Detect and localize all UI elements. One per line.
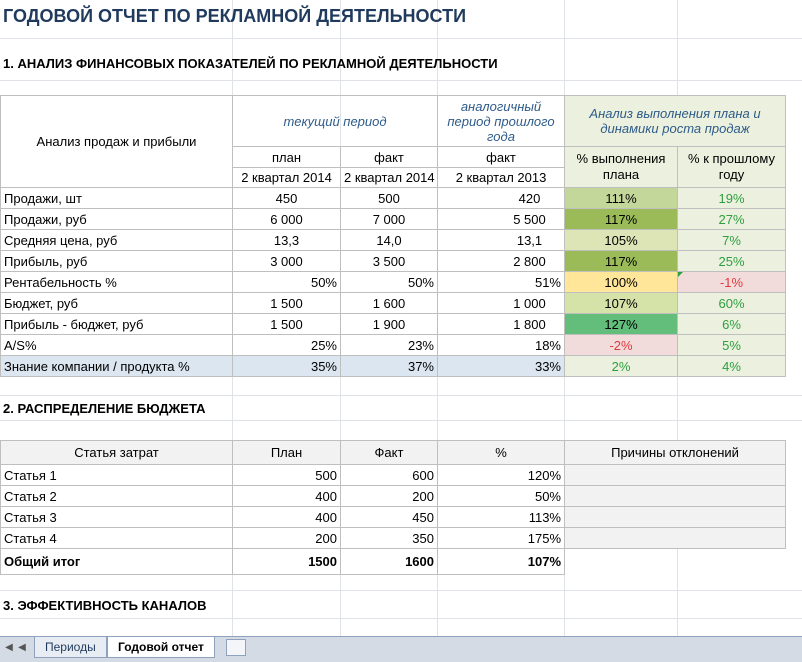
current-period-header: текущий период [233, 96, 438, 147]
grid-line [0, 420, 802, 421]
table-row[interactable] [1, 335, 786, 356]
plan-cell[interactable]: 500 [233, 465, 341, 486]
grid-line [0, 80, 802, 81]
row-label: Прибыль - бюджет, руб [1, 314, 233, 335]
plan-cell[interactable]: 50% [233, 272, 341, 293]
col-pct-prev-header: % к прошлому году [678, 147, 786, 188]
prev-fact-cell[interactable]: 1 800 [438, 314, 565, 335]
fact-cell[interactable]: 350 [341, 528, 438, 549]
table-row[interactable] [1, 293, 786, 314]
table-row[interactable] [1, 465, 786, 486]
col-fact-header: факт [341, 147, 438, 168]
previous-period-header: аналогичный период прошлого года [438, 96, 565, 147]
table-row[interactable] [1, 486, 786, 507]
reason-cell[interactable] [565, 486, 786, 507]
row-label: Статья 3 [1, 507, 233, 528]
table-row[interactable] [1, 230, 786, 251]
prev-fact-cell[interactable]: 33% [438, 356, 565, 377]
fact-cell[interactable]: 200 [341, 486, 438, 507]
pct-cell[interactable]: 50% [438, 486, 565, 507]
tab-periods[interactable]: Периоды [34, 637, 107, 658]
tab-annual-report[interactable]: Годовой отчет [107, 637, 215, 658]
table-row[interactable] [1, 272, 786, 293]
pct-plan-cell[interactable]: 105% [565, 230, 678, 251]
grid-line [0, 618, 802, 619]
plan-cell[interactable]: 200 [233, 528, 341, 549]
reason-cell[interactable] [565, 465, 786, 486]
quarter-plan-label: 2 квартал 2014 [233, 168, 341, 188]
total-pct-cell[interactable]: 107% [438, 549, 565, 575]
tab-prev-icon[interactable]: ◀ [18, 642, 26, 653]
row-label: Прибыль, руб [1, 251, 233, 272]
fact-cell[interactable]: 37% [341, 356, 438, 377]
plan-cell[interactable]: 6 000 [233, 209, 341, 230]
plan-cell[interactable]: 25% [233, 335, 341, 356]
row-label: Продажи, шт [1, 188, 233, 209]
pct-plan-cell[interactable]: 117% [565, 251, 678, 272]
row-label: Статья 1 [1, 465, 233, 486]
insert-sheet-icon[interactable] [226, 639, 246, 656]
table-row[interactable] [1, 356, 786, 377]
pct-prev-cell[interactable]: 7% [678, 230, 786, 251]
total-fact-cell[interactable]: 1600 [341, 549, 438, 575]
prev-fact-cell[interactable]: 1 000 [438, 293, 565, 314]
plan-cell[interactable]: 13,3 [233, 230, 341, 251]
total-plan-cell[interactable]: 1500 [233, 549, 341, 575]
total-row[interactable] [1, 549, 786, 575]
col-fact-header: Факт [341, 441, 438, 465]
fact-cell[interactable]: 450 [341, 507, 438, 528]
pct-prev-cell[interactable]: 19% [678, 188, 786, 209]
pct-plan-cell[interactable]: 111% [565, 188, 678, 209]
fact-cell[interactable]: 1 600 [341, 293, 438, 314]
quarter-prev-label: 2 квартал 2013 [438, 168, 565, 188]
row-label: Рентабельность % [1, 272, 233, 293]
prev-fact-cell[interactable]: 13,1 [438, 230, 565, 251]
col-pct-plan-header: % выполнения плана [565, 147, 678, 188]
table-corner-label: Анализ продаж и прибыли [1, 96, 233, 188]
col-fact-prev-header: факт [438, 147, 565, 168]
pct-plan-cell[interactable]: 127% [565, 314, 678, 335]
section-heading-financial: 1. АНАЛИЗ ФИНАНСОВЫХ ПОКАЗАТЕЛЕЙ ПО РЕКЛАМНОЙ ДЕЯТЕЛЬНОСТИ [3, 56, 498, 71]
total-label: Общий итог [1, 549, 233, 575]
prev-fact-cell[interactable]: 18% [438, 335, 565, 356]
row-label: Средняя цена, руб [1, 230, 233, 251]
plan-cell[interactable]: 35% [233, 356, 341, 377]
pct-prev-cell[interactable]: 5% [678, 335, 786, 356]
section-heading-channels: 3. ЭФФЕКТИВНОСТЬ КАНАЛОВ [3, 598, 207, 613]
table-row[interactable] [1, 209, 786, 230]
plan-cell[interactable]: 450 [233, 188, 341, 209]
financial-analysis-table [0, 95, 786, 377]
fact-cell[interactable]: 3 500 [341, 251, 438, 272]
row-label: Продажи, руб [1, 209, 233, 230]
plan-cell[interactable]: 400 [233, 507, 341, 528]
plan-cell[interactable]: 400 [233, 486, 341, 507]
fact-cell[interactable]: 7 000 [341, 209, 438, 230]
section-heading-budget: 2. РАСПРЕДЕЛЕНИЕ БЮДЖЕТА [3, 401, 206, 416]
plan-cell[interactable]: 1 500 [233, 314, 341, 335]
pct-prev-cell[interactable]: 4% [678, 356, 786, 377]
pct-prev-cell[interactable]: 25% [678, 251, 786, 272]
col-item-header: Статья затрат [1, 441, 233, 465]
pct-plan-cell[interactable]: 2% [565, 356, 678, 377]
table-row[interactable] [1, 507, 786, 528]
prev-fact-cell[interactable]: 2 800 [438, 251, 565, 272]
pct-plan-cell[interactable]: 100% [565, 272, 678, 293]
pct-plan-cell[interactable]: 117% [565, 209, 678, 230]
row-label: Знание компании / продукта % [1, 356, 233, 377]
pct-prev-cell[interactable]: 27% [678, 209, 786, 230]
comment-indicator-icon [678, 272, 683, 277]
page-title: ГОДОВОЙ ОТЧЕТ ПО РЕКЛАМНОЙ ДЕЯТЕЛЬНОСТИ [3, 6, 467, 26]
col-plan-header: план [233, 147, 341, 168]
pct-prev-cell[interactable]: 6% [678, 314, 786, 335]
pct-prev-cell[interactable]: -1% [678, 272, 786, 293]
col-reason-header: Причины отклонений [565, 441, 786, 465]
table-row[interactable] [1, 528, 786, 549]
plan-cell[interactable]: 1 500 [233, 293, 341, 314]
pct-plan-cell[interactable]: 107% [565, 293, 678, 314]
sheet-tab-bar [0, 636, 802, 662]
grid-line [0, 395, 802, 396]
pct-cell[interactable]: 175% [438, 528, 565, 549]
table-row[interactable] [1, 251, 786, 272]
empty-cell [565, 549, 786, 575]
fact-cell[interactable]: 1 900 [341, 314, 438, 335]
plan-cell[interactable]: 3 000 [233, 251, 341, 272]
quarter-fact-label: 2 квартал 2014 [341, 168, 438, 188]
grid-line [0, 38, 802, 39]
fact-cell[interactable]: 14,0 [341, 230, 438, 251]
prev-fact-cell[interactable]: 51% [438, 272, 565, 293]
pct-cell[interactable]: 120% [438, 465, 565, 486]
fact-cell[interactable]: 600 [341, 465, 438, 486]
row-label: Бюджет, руб [1, 293, 233, 314]
grid-line [0, 590, 802, 591]
row-label: Статья 4 [1, 528, 233, 549]
row-label: A/S% [1, 335, 233, 356]
table-row[interactable] [1, 188, 786, 209]
tab-first-icon[interactable]: ◀ [5, 642, 13, 653]
reason-cell[interactable] [565, 507, 786, 528]
prev-fact-cell[interactable]: 5 500 [438, 209, 565, 230]
row-label: Статья 2 [1, 486, 233, 507]
col-pct-header: % [438, 441, 565, 465]
pct-plan-cell[interactable]: -2% [565, 335, 678, 356]
reason-cell[interactable] [565, 528, 786, 549]
col-plan-header: План [233, 441, 341, 465]
table-row[interactable] [1, 314, 786, 335]
fact-cell[interactable]: 23% [341, 335, 438, 356]
pct-prev-cell[interactable]: 60% [678, 293, 786, 314]
fact-cell[interactable]: 50% [341, 272, 438, 293]
budget-distribution-table [0, 440, 786, 575]
analysis-header: Анализ выполнения плана и динамики роста продаж [565, 96, 786, 147]
prev-fact-cell[interactable]: 420 [438, 188, 565, 209]
pct-cell[interactable]: 113% [438, 507, 565, 528]
fact-cell[interactable]: 500 [341, 188, 438, 209]
